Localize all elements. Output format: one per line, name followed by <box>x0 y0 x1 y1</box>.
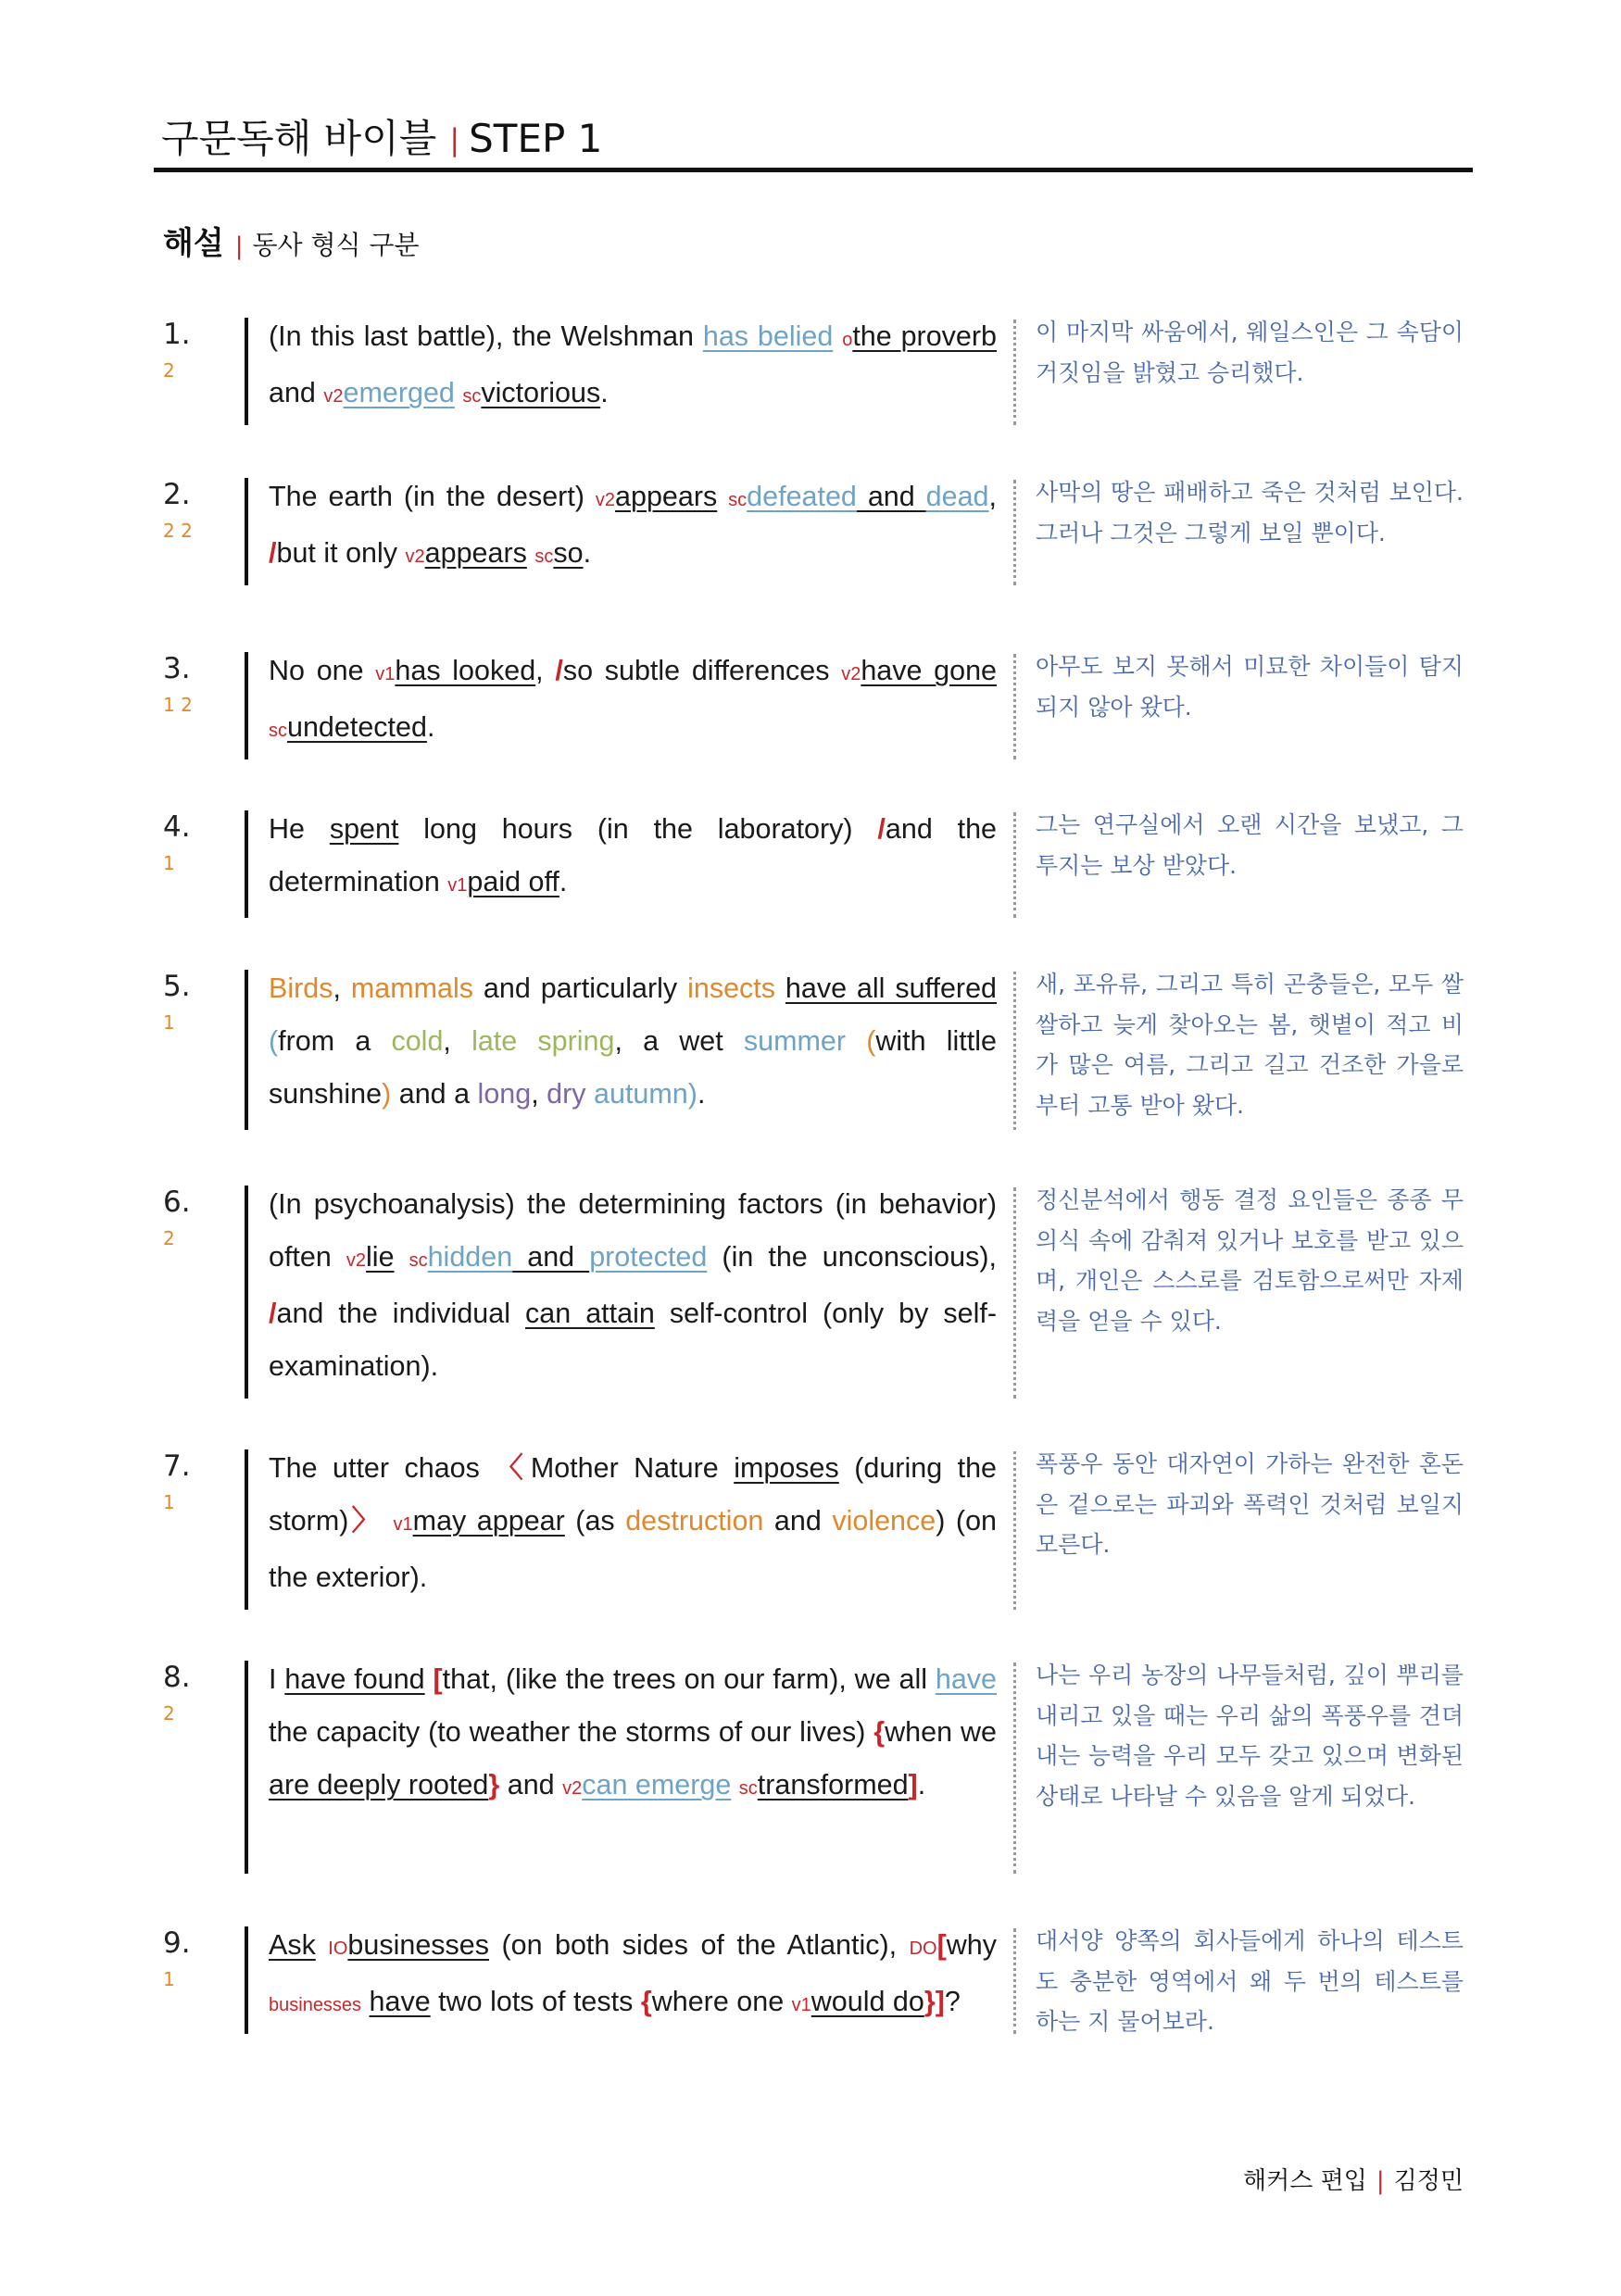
sentence-segment: has looked <box>395 655 536 686</box>
sentence-segment: have <box>935 1663 997 1695</box>
sentence-segment <box>383 1505 394 1537</box>
sentence-segment: two lots of tests <box>430 1986 641 2017</box>
dotted-divider <box>1013 654 1016 759</box>
item-number: 6. <box>163 1186 191 1219</box>
sentence-segment: (In psychoanalysis) the determining factors (in behavior) often <box>269 1188 1005 1273</box>
sentence-segment: . <box>583 537 592 569</box>
sentence-segment: violence <box>832 1505 936 1537</box>
sentence-segment: lie <box>366 1241 395 1273</box>
sentence-segment: . <box>559 866 568 897</box>
sentence-segment: appears <box>424 537 527 569</box>
sentence-segment: so <box>553 537 584 569</box>
sentence-segment: He <box>269 813 330 845</box>
footer-author: 김정민 <box>1393 2167 1464 2195</box>
sentence-segment: self-control (only by self-examination). <box>269 1298 997 1382</box>
sentence-segment: transformed <box>757 1769 909 1800</box>
sentence-segment: }] <box>924 1986 945 2017</box>
sentence-segment: why <box>946 1929 1005 1961</box>
section-heading <box>163 222 420 268</box>
sentence-segment: have gone <box>861 655 998 686</box>
sentence-segment: long <box>477 1078 532 1110</box>
sentence-segment: v2 <box>595 490 616 510</box>
sentence-segment: protected <box>589 1241 708 1273</box>
korean-translation: 정신분석에서 행동 결정 요인들은 종종 무의식 속에 감춰져 있거나 보호를 받고 있으며, 개인은 스스로를 검토함으로써만 자제력을 얻을 수 있다. <box>1036 1186 1464 1335</box>
section-subtitle: 동사 형식 구분 <box>252 230 420 260</box>
sentence-segment <box>731 1769 738 1800</box>
sentence-segment: and the individual <box>276 1298 525 1329</box>
sentence-segment: v1 <box>447 875 468 896</box>
sentence-segment: defeated <box>747 481 857 512</box>
sentence-segment: { <box>640 1986 652 2017</box>
korean-translation: 이 마지막 싸움에서, 웨일스인은 그 속담이 거짓임을 밝혔고 승리했다. <box>1036 319 1464 386</box>
sentence-segment: (in the unconscious), <box>707 1241 1005 1273</box>
sentence-segment: Mother Nature <box>530 1452 735 1484</box>
item-number: 9. <box>163 1926 191 1960</box>
sentence-segment: ( <box>866 1025 876 1057</box>
sentence-segment: , <box>531 1078 547 1110</box>
sentence-segment: autumn <box>594 1078 688 1110</box>
sentence-segment: appears <box>615 481 718 512</box>
sentence-segment: and the determination <box>269 813 1005 897</box>
sentence-segment: emerged <box>343 377 455 408</box>
sentence-segment: may appear <box>412 1505 565 1537</box>
sentence-segment: insects <box>687 972 776 1004</box>
sentence-segment: ) <box>687 1078 697 1110</box>
sentence-segment: ) (on the exterior). <box>269 1505 1005 1593</box>
sentence-segment: dry <box>547 1078 586 1110</box>
sentence-bar <box>245 318 248 425</box>
sentence-segment: Birds <box>269 972 333 1004</box>
sentence-segment: sc <box>534 546 554 567</box>
sentence-bar <box>245 1661 248 1874</box>
sentence-segment: . <box>600 377 609 408</box>
footer-separator: | <box>1376 2167 1385 2195</box>
item-number: 8. <box>163 1661 191 1694</box>
dotted-divider <box>1013 812 1016 918</box>
dotted-divider <box>1013 1662 1016 1874</box>
sentence-bar <box>245 652 248 759</box>
korean-translation: 대서양 양쪽의 회사들에게 하나의 테스트도 충분한 영역에서 왜 두 번의 테스트를 하는 지 물어보라. <box>1036 1927 1464 2035</box>
sentence-segment: mammals <box>350 972 474 1004</box>
sentence-segment: IO <box>328 1938 348 1959</box>
verb-form-count: 2 <box>163 1702 175 1725</box>
item-number: 4. <box>163 810 191 844</box>
sentence-segment: Ask <box>269 1929 316 1961</box>
sentence-segment: sc <box>269 721 287 741</box>
verb-form-count: 2 <box>163 359 175 382</box>
step-label: STEP 1 <box>469 116 603 161</box>
sentence-segment: late spring <box>471 1025 615 1057</box>
korean-translation: 아무도 보지 못해서 미묘한 차이들이 탐지되지 않아 왔다. <box>1036 653 1464 721</box>
sentence-segment: spent <box>329 813 399 845</box>
sentence-segment <box>316 1929 328 1961</box>
verb-form-count: 1 2 <box>163 694 193 716</box>
verb-form-count: 1 <box>163 1968 175 1990</box>
sentence-segment: and a <box>391 1078 478 1110</box>
verb-form-count: 2 <box>163 1227 175 1249</box>
english-sentence <box>269 310 1005 423</box>
sentence-segment: (on both sides of the Atlantic), <box>489 1929 910 1961</box>
sentence-segment <box>833 320 842 352</box>
sentence-segment: . <box>697 1078 706 1110</box>
sentence-segment: v1 <box>791 1995 811 2015</box>
korean-translation: 새, 포유류, 그리고 특히 곤충들은, 모두 쌀쌀하고 늦게 찾아오는 봄, 햇볕이 적고 비가 많은 여름, 그리고 길고 건조한 가을로부터 고통 받아 왔다. <box>1036 971 1464 1119</box>
item-number: 1. <box>163 318 191 351</box>
sentence-segment: v2 <box>841 664 861 684</box>
sentence-segment: . <box>917 1769 926 1800</box>
sentence-segment: , <box>988 481 1005 512</box>
sentence-segment: have found <box>284 1663 425 1695</box>
sentence-segment: } <box>488 1769 500 1800</box>
sentence-segment <box>717 481 728 512</box>
title-rule <box>154 168 1473 172</box>
sentence-bar <box>245 1186 248 1399</box>
sentence-segment <box>846 1025 866 1057</box>
sentence-segment: o <box>842 330 853 350</box>
sentence-segment: . <box>426 711 435 743</box>
english-sentence <box>269 1178 1005 1393</box>
sentence-segment: sc <box>408 1250 428 1271</box>
sentence-segment: and <box>763 1505 833 1537</box>
sentence-segment: can attain <box>525 1298 655 1329</box>
sentence-segment: , <box>333 972 351 1004</box>
sentence-segment: would do <box>810 1986 924 2017</box>
english-sentence <box>269 962 1005 1121</box>
item-number: 7. <box>163 1449 191 1483</box>
sentence-segment: v1 <box>375 664 396 684</box>
sentence-segment: has belied <box>702 320 834 352</box>
sentence-segment: long hours (in the laboratory) <box>398 813 878 845</box>
korean-translation: 폭풍우 동안 대자연이 가하는 완전한 혼돈은 겉으로는 파괴와 폭력인 것처럼 보일지 모른다. <box>1036 1450 1464 1558</box>
sentence-segment: and <box>512 1241 590 1273</box>
sentence-segment: DO <box>909 1938 937 1959</box>
item-number: 3. <box>163 652 191 685</box>
sentence-segment: that, (like the trees on our farm), we all <box>442 1663 936 1695</box>
sentence-segment: from a <box>278 1025 392 1057</box>
sentence-bar <box>245 478 248 585</box>
verb-form-count: 1 <box>163 1491 175 1513</box>
dotted-divider <box>1013 320 1016 425</box>
sentence-segment: v2 <box>323 386 344 407</box>
sentence-segment: and <box>856 481 926 512</box>
sentence-segment: v1 <box>393 1514 413 1535</box>
sentence-segment: v2 <box>346 1250 367 1271</box>
sentence-segment: cold <box>391 1025 444 1057</box>
sentence-segment: (during the storm) <box>269 1452 1005 1537</box>
sentence-segment: (In this last battle), the Welshman <box>269 320 703 352</box>
dotted-divider <box>1013 972 1016 1130</box>
sentence-segment: victorious <box>481 377 601 408</box>
book-title: 구문독해 바이블 <box>161 116 437 161</box>
sentence-segment: have <box>369 1986 431 2017</box>
sentence-segment: The earth (in the desert) <box>269 481 596 512</box>
sentence-segment: / <box>555 655 563 686</box>
sentence-segment <box>997 972 1004 1004</box>
english-sentence <box>269 1919 1005 2032</box>
sentence-segment: , <box>443 1025 472 1057</box>
sentence-segment: and <box>499 1769 563 1800</box>
title-separator: | <box>449 122 460 157</box>
verb-form-count: 1 <box>163 1011 175 1034</box>
section-separator: | <box>234 232 244 260</box>
dotted-divider <box>1013 480 1016 585</box>
sentence-segment: No one <box>269 655 376 686</box>
sentence-segment: sc <box>738 1778 758 1799</box>
sentence-segment: The utter chaos <box>269 1452 496 1484</box>
section-title: 해설 <box>163 225 224 262</box>
sentence-segment: sc <box>728 490 748 510</box>
sentence-segment <box>361 1986 369 2017</box>
sentence-segment: v2 <box>562 1778 583 1799</box>
sentence-segment: and <box>269 320 1005 408</box>
sentence-segment: destruction <box>625 1505 764 1537</box>
dotted-divider <box>1013 1187 1016 1399</box>
sentence-segment <box>997 655 1004 686</box>
sentence-segment <box>586 1078 594 1110</box>
verb-form-count: 2 2 <box>163 520 193 542</box>
sentence-segment: businesses <box>347 1929 490 1961</box>
sentence-segment: businesses <box>269 1995 362 2015</box>
sentence-segment: 〈 <box>495 1452 531 1484</box>
sentence-segment: dead <box>925 481 989 512</box>
sentence-bar <box>245 1449 248 1610</box>
sentence-segment <box>395 1241 409 1273</box>
sentence-segment: (as <box>564 1505 626 1537</box>
item-number: 2. <box>163 478 191 511</box>
sentence-segment: where one <box>651 1986 792 2017</box>
sentence-segment <box>775 972 785 1004</box>
english-sentence <box>269 1653 1005 1815</box>
sentence-segment: sc <box>462 386 482 407</box>
sentence-segment: the capacity (to weather the storms of our lives) <box>269 1663 1005 1748</box>
sentence-segment: [ <box>433 1663 443 1695</box>
sentence-segment: with little sunshine <box>269 1025 1005 1110</box>
sentence-segment: 〉 <box>348 1505 383 1537</box>
sentence-segment: paid off <box>467 866 559 897</box>
sentence-segment: / <box>877 813 886 845</box>
sentence-segment: ( <box>269 1025 279 1057</box>
korean-translation: 나는 우리 농장의 나무들처럼, 깊이 뿌리를 내리고 있을 때는 우리 삶의 폭풍우를 견뎌내는 능력을 우리 모두 갖고 있으며 변화된 상태로 나타날 수 있음을 알게 되었다. <box>1036 1662 1464 1810</box>
sentence-segment: ] <box>908 1769 918 1800</box>
sentence-segment: when we <box>885 1716 1005 1748</box>
item-number: 5. <box>163 970 191 1003</box>
sentence-segment: but it only <box>276 537 406 569</box>
sentence-segment: and particularly <box>473 972 688 1004</box>
sentence-segment: are deeply rooted <box>269 1769 489 1800</box>
sentence-segment: have all suffered <box>785 972 997 1004</box>
sentence-segment: v2 <box>405 546 425 567</box>
sentence-segment: , a wet <box>614 1025 744 1057</box>
sentence-bar <box>245 1926 248 2034</box>
dotted-divider <box>1013 1451 1016 1610</box>
sentence-segment: ) <box>382 1078 392 1110</box>
sentence-bar <box>245 810 248 918</box>
sentence-segment: , <box>535 655 556 686</box>
sentence-segment: / <box>269 537 277 569</box>
sentence-segment: undetected <box>287 711 427 743</box>
english-sentence <box>269 803 1005 912</box>
sentence-segment: the proverb <box>852 320 997 352</box>
footer-publisher: 해커스 편입 <box>1243 2167 1367 2195</box>
english-sentence <box>269 470 1005 583</box>
sentence-segment: [ <box>936 1929 947 1961</box>
sentence-segment: { <box>873 1716 886 1748</box>
verb-form-count: 1 <box>163 852 175 874</box>
korean-translation: 그는 연구실에서 오랜 시간을 보냈고, 그 투지는 보상 받았다. <box>1036 811 1464 879</box>
page-title <box>161 111 602 169</box>
sentence-segment: / <box>269 1298 277 1329</box>
english-sentence <box>269 1442 1005 1604</box>
footer <box>1243 2162 1464 2196</box>
sentence-segment: summer <box>743 1025 847 1057</box>
english-sentence <box>269 645 997 758</box>
sentence-segment: can emerge <box>582 1769 732 1800</box>
sentence-bar <box>245 970 248 1130</box>
sentence-segment: imposes <box>734 1452 839 1484</box>
sentence-segment: ? <box>944 1986 961 2017</box>
dotted-divider <box>1013 1928 1016 2034</box>
sentence-segment: I <box>269 1663 285 1695</box>
korean-translation: 사막의 땅은 패배하고 죽은 것처럼 보인다. 그러나 그것은 그렇게 보일 뿐이다. <box>1036 479 1464 546</box>
sentence-segment: so subtle differences <box>562 655 842 686</box>
sentence-segment: hidden <box>427 1241 513 1273</box>
